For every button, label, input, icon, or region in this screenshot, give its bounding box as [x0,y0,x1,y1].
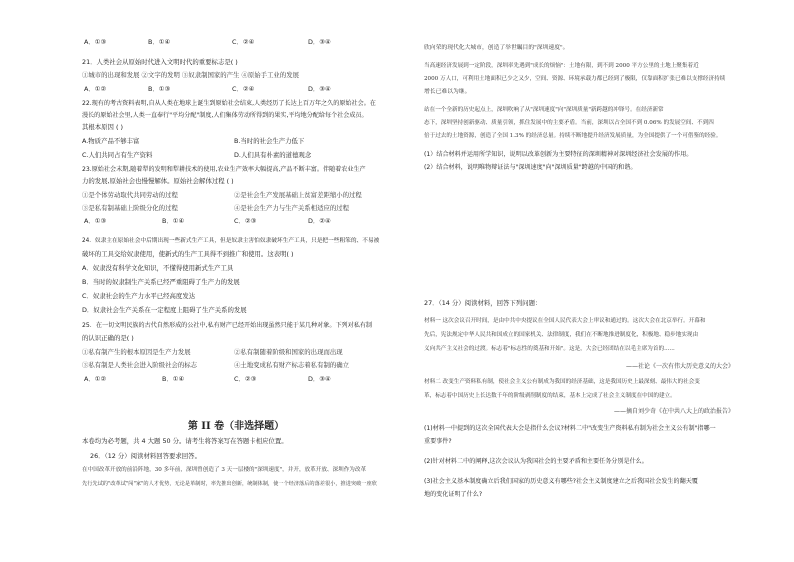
q26-question-1: (1）结合材料并运用所学知识，说明以改革创新为主要特征的深圳精神对深圳经济社会发展的作用。 [424,151,693,158]
q23-option-a[interactable]: A．①③ [84,217,107,225]
left-column [82,0,390,562]
q25-option-a[interactable]: A．①② [84,375,107,383]
q27-question-2: (2)针对材料二中的阐释,这次会议认为我国社会的主要矛盾和主要任务分别是什么。 [424,458,648,465]
q23-stem-line2: 力的发展,原始社会也慢慢解体。原始社会解体过程 ( ) [82,177,234,185]
q26-material-line1: 在中国改革开放的前沿阵地，30 多年前，深圳曾创造了 3 天一层楼的"深圳速度"，并开，放革开放、深圳作为改革 [82,467,367,473]
q25-statement-4: ④土地变成私有财产标志着私有制的确立 [234,361,350,369]
q27-question-3-line1: (3)社会主义基本制度确立后我们国家的历史意义有哪些?社会主义制度建立之后我国社会发生的翻天覆 [424,478,698,485]
q22-option-c[interactable]: C.人们共同占有生产资料 [82,151,153,159]
q26-cont-line5: 站在一个全新的历史起点上，深圳吹响了从"深圳速度"向"深圳质量"新跨越的冲锋号。在经济新常 [424,107,664,113]
q20-option-a[interactable]: A．①③ [84,38,107,46]
q24-option-a[interactable]: A．奴隶没有科学文化知识，不懂得使用新式生产工具 [82,264,234,272]
q23-statement-4: ④是社会生产力与生产关系相适应的过程 [234,204,350,212]
q25-statement-3: ③私有制是人类社会进入阶级社会的标志 [82,361,198,369]
q27-stem: 27．（14 分）阅读材料，回答下列问题： [424,299,542,307]
q22-option-a[interactable]: A.物质产品不够丰富 [82,137,140,145]
q20-option-b[interactable]: B．①④ [148,38,171,46]
q23-statement-3: ③是私有制基础上阶级分化的过程 [82,204,178,212]
q25-option-b[interactable]: B．①④ [162,375,185,383]
q20-option-c[interactable]: C．②④ [232,38,255,46]
q26-cont-line1: 欣向荣的现代化大城市，创造了举世瞩目的"深圳速度"。 [424,45,569,51]
q24-option-c[interactable]: C．奴隶社会的生产力水平已经高度发达 [82,292,196,300]
q21-stem: 21．人类社会从原始时代进入文明时代的重要标志是( ) [82,58,238,66]
q21-option-c[interactable]: C．②④ [232,85,255,93]
q27-question-1-line2: 重要事件? [424,438,452,445]
q26-question-2: (2）结合材料，说明唯物辩证法与"深圳速度"向"深圳质量"跨越的中国的和谐。 [424,164,637,171]
q26-cont-line2: 当高速经济发展到一定阶段，深圳率先遇到"成长的烦恼"：土地有限，到不到 2000 平方公里的土地上聚集着近 [424,63,699,69]
q24-option-d[interactable]: D．奴隶社会生产关系在一定程度上阻碍了生产关系的发展 [82,306,247,314]
part2-title: 第 II 卷（非选择题） [187,421,285,432]
q27-question-1-line1: (1)材料一中提到的这次全国代表大会是指什么会议?材料二中"改变生产资料私有制为社会主义公有制"指哪一 [424,425,716,432]
q22-stem-line1: 22.现有的考古资料表明,自从人类在地球上诞生到原始社会结束,人类经历了长达上百万年之久的原始社会。在 [82,100,376,107]
q27-source1: ——社论《一次有伟大历史意义的大会》 [625,363,734,370]
q24-option-b[interactable]: B．当时的奴隶制生产关系已经严重阻碍了生产力的发展 [82,278,240,286]
q27-material2-line2: 革，标志着中国历史上长达数千年的阶级剥削制度的结束，基本上完成了社会主义制度在中国的建立。 [424,393,676,399]
q26-cont-line6: 态下，深圳坚持创新驱动、质量引领，抓住发展中的主要矛盾。当前，深圳以占全国不到 0.06% 的发展空间、不到四 [424,120,714,126]
q26-cont-line7: 倍于过去的土地资源，创造了全国 1.3% 的经济总量。持续不断地提升经济发展质量，为全国提供了一个可借鉴的经验。 [424,133,722,139]
q25-stem-line2: 的认识正确的是( ) [82,334,134,342]
q22-stem-line3: 其根本原因 ( ) [82,123,124,131]
q23-statement-2: ②是社会生产发展基础上贫富差距缩小的过程 [234,191,362,199]
q21-statements: ①城市的出现和发展 ②文字的发明 ③奴隶制国家的产生 ④原始手工业的发展 [82,71,299,79]
q21-option-b[interactable]: B．①③ [148,85,171,93]
q22-option-d[interactable]: D.人们具有朴素的道德观念 [234,151,312,159]
q25-statement-2: ②私有制随着阶级和国家的出现而出现 [234,348,343,356]
q23-option-d[interactable]: D．②④ [308,217,331,225]
q23-statement-1: ①是个体劳动取代共同劳动的过程 [82,191,178,199]
q23-option-b[interactable]: B．①④ [162,217,185,225]
q22-option-b[interactable]: B.当时的社会生产力低下 [234,137,305,145]
q27-material1-line1: 材料一 这次会议召开时间，是由中共中央提议在全国人民代表大会上审议和通过的。这次大会在北京举行。开幕和 [424,318,706,324]
q27-question-3-line2: 地的变化证明了什么? [424,491,483,498]
q27-source2: ——摘自刘少奇《在中共八大上的政治报告》 [613,408,734,415]
q21-option-d[interactable]: D．③④ [308,85,331,93]
q27-material2-line1: 材料二 改变生产资料私有制，使社会主义公有制成为我国的经济基础，这是我国历史上最深刻、最伟大的社会变 [424,379,700,385]
q26-material-line2: 先行先试的"改革试"闯"家"的人才优势，无论是革制时，率先推出创新，统制体制，使一个经济落后的落差很小，推进突破一座欣 [82,481,377,487]
q26-stem: 26．（12 分）阅读材料回答要求回答。 [90,452,201,460]
right-column [424,0,742,562]
q24-stem-line2: 破坏的工具交给奴隶使用，使新式的生产工具得不到推广和使用。这表明( ) [82,250,294,258]
q25-option-d[interactable]: D．③④ [308,375,331,383]
q22-stem-line2: 漫长的原始社会里,人类一直奉行"平均分配"制度,人们集体劳动所得到的果实,平均地分配给每个社会成员。 [82,112,368,119]
q20-option-d[interactable]: D．③④ [308,38,331,46]
q21-option-a[interactable]: A．①② [84,85,107,93]
q23-option-c[interactable]: C．②③ [234,217,257,225]
q23-stem-line1: 23.原始社会末期,随着犁的发明和犁耕技术的使用,农业生产效率大幅提高,产品不断丰富。伴随着农业生产 [82,166,366,173]
q25-stem-line1: 25．在一切文明民族的古代自然形成的公社中,私有财产已经开始出现虽然只能于某几种对象。下列对私有制 [82,322,373,329]
q24-stem-line1: 24．奴隶主在原始社会中后期出现一些新式生产工具，但是奴隶主害怕奴隶破坏生产工具，只是把一些粗笨的、不易被 [82,238,380,244]
q27-material1-line2: 先后，宪法规定中华人民共和国成立的国家机关、法律制度，我们在不断地推进制度化，积极地、稳步地实现由 [424,332,699,338]
q27-material1-line3: 义向共产主义社会的过渡。标志着"标志性的奠基和开始"。这是，大会已经团结在以毛主席为首的...... [424,346,675,352]
q26-cont-line4: 增长已难以为继。 [424,89,471,95]
part2-note: 本卷均为必考题，共 4 大题 50 分。请考生将答案写在答题卡相应位置。 [82,437,288,445]
q25-statement-1: ①私有制产生的根本原因是生产力发展 [82,348,191,356]
q26-cont-line3: 2000 万人口，可利用土地面积已少之又少，空间、资源、环境承载力都已经到了极限，仅靠面积扩张已难以支撑经济持续 [424,76,726,82]
q25-option-c[interactable]: C．②③ [234,375,257,383]
